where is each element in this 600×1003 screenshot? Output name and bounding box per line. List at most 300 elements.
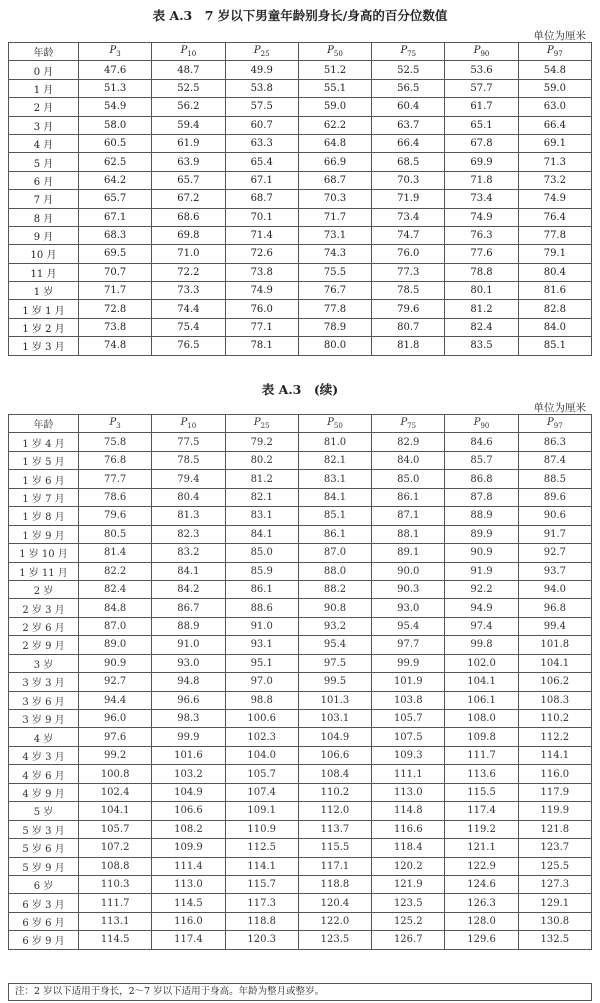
value-cell: 73.1: [298, 226, 371, 244]
value-cell: 59.0: [298, 98, 371, 116]
value-cell: 84.0: [372, 451, 445, 469]
value-cell: 112.0: [298, 802, 371, 820]
value-cell: 67.1: [225, 171, 298, 189]
value-cell: 96.8: [518, 599, 591, 617]
percentile-subscript: 10: [187, 422, 197, 431]
table-row: [9, 746, 592, 764]
value-cell: 54.8: [518, 61, 591, 79]
value-cell: 103.1: [298, 710, 371, 728]
value-cell: 84.6: [445, 433, 518, 451]
value-cell: 81.2: [225, 470, 298, 488]
percentile-subscript: 90: [480, 422, 490, 431]
table-row: [9, 116, 592, 134]
value-cell: 91.7: [518, 525, 591, 543]
value-cell: 80.0: [298, 337, 371, 355]
value-cell: 112.2: [518, 728, 591, 746]
value-cell: 85.0: [225, 544, 298, 562]
value-cell: 71.8: [445, 171, 518, 189]
age-cell: 10 月: [9, 245, 79, 263]
value-cell: 89.1: [372, 544, 445, 562]
age-cell: 4 岁 3 月: [9, 746, 79, 764]
value-cell: 110.2: [518, 710, 591, 728]
value-cell: 118.8: [225, 912, 298, 930]
value-cell: 63.9: [152, 153, 225, 171]
value-cell: 76.8: [79, 451, 152, 469]
value-cell: 62.2: [298, 116, 371, 134]
value-cell: 88.1: [372, 525, 445, 543]
value-cell: 79.2: [225, 433, 298, 451]
column-header-percentile: [372, 43, 445, 61]
value-cell: 64.2: [79, 171, 152, 189]
age-cell: 4 月: [9, 134, 79, 152]
value-cell: 127.3: [518, 875, 591, 893]
value-cell: 97.0: [225, 673, 298, 691]
age-cell: 6 岁 6 月: [9, 912, 79, 930]
age-cell: 2 岁 3 月: [9, 599, 79, 617]
value-cell: 76.0: [225, 300, 298, 318]
value-cell: 84.1: [298, 488, 371, 506]
table-row: [9, 433, 592, 451]
table-row: [9, 470, 592, 488]
value-cell: 73.8: [225, 263, 298, 281]
value-cell: 65.1: [445, 116, 518, 134]
table1-unit: 单位为厘米: [533, 30, 586, 42]
value-cell: 69.8: [152, 226, 225, 244]
value-cell: 102.0: [445, 654, 518, 672]
value-cell: 90.9: [445, 544, 518, 562]
value-cell: 49.9: [225, 61, 298, 79]
value-cell: 54.9: [79, 98, 152, 116]
value-cell: 47.6: [79, 61, 152, 79]
value-cell: 73.8: [79, 318, 152, 336]
column-header-age: 年龄: [9, 415, 79, 433]
table1-title: 表 A.3 7 岁以下男童年龄别身长/身高的百分位数值: [152, 8, 448, 23]
value-cell: 71.3: [518, 153, 591, 171]
value-cell: 112.5: [225, 839, 298, 857]
value-cell: 52.5: [372, 61, 445, 79]
column-header-percentile: [298, 415, 371, 433]
column-header-percentile: [152, 415, 225, 433]
value-cell: 81.4: [79, 544, 152, 562]
value-cell: 102.4: [79, 783, 152, 801]
value-cell: 117.3: [225, 894, 298, 912]
value-cell: 73.4: [445, 190, 518, 208]
value-cell: 78.6: [79, 488, 152, 506]
value-cell: 80.2: [225, 451, 298, 469]
value-cell: 99.5: [298, 673, 371, 691]
percentile-symbol: P: [547, 417, 554, 429]
value-cell: 74.3: [298, 245, 371, 263]
value-cell: 113.0: [372, 783, 445, 801]
value-cell: 120.2: [372, 857, 445, 875]
age-cell: 7 月: [9, 190, 79, 208]
value-cell: 75.8: [79, 433, 152, 451]
age-cell: 5 岁 3 月: [9, 820, 79, 838]
value-cell: 104.1: [518, 654, 591, 672]
value-cell: 95.4: [372, 617, 445, 635]
value-cell: 95.1: [225, 654, 298, 672]
age-cell: 3 岁 3 月: [9, 673, 79, 691]
value-cell: 118.8: [298, 875, 371, 893]
percentile-symbol: P: [547, 45, 554, 57]
age-cell: 5 岁: [9, 802, 79, 820]
value-cell: 104.9: [152, 783, 225, 801]
table-row: [9, 857, 592, 875]
age-cell: 4 岁 9 月: [9, 783, 79, 801]
value-cell: 77.1: [225, 318, 298, 336]
value-cell: 119.9: [518, 802, 591, 820]
value-cell: 86.7: [152, 599, 225, 617]
value-cell: 129.6: [445, 931, 518, 949]
value-cell: 98.8: [225, 691, 298, 709]
value-cell: 78.9: [298, 318, 371, 336]
value-cell: 123.7: [518, 839, 591, 857]
value-cell: 80.4: [518, 263, 591, 281]
value-cell: 83.1: [298, 470, 371, 488]
value-cell: 106.6: [152, 802, 225, 820]
table-row: [9, 654, 592, 672]
value-cell: 87.0: [79, 617, 152, 635]
value-cell: 71.7: [79, 282, 152, 300]
value-cell: 86.1: [298, 525, 371, 543]
value-cell: 106.6: [298, 746, 371, 764]
value-cell: 123.5: [298, 931, 371, 949]
age-cell: 8 月: [9, 208, 79, 226]
percentile-subscript: 25: [260, 50, 270, 59]
value-cell: 65.7: [152, 171, 225, 189]
value-cell: 87.0: [298, 544, 371, 562]
value-cell: 97.4: [445, 617, 518, 635]
percentile-subscript: 90: [480, 50, 490, 59]
value-cell: 74.9: [445, 208, 518, 226]
value-cell: 57.5: [225, 98, 298, 116]
age-cell: 9 月: [9, 226, 79, 244]
age-cell: 1 岁: [9, 282, 79, 300]
percentile-symbol: P: [473, 417, 481, 429]
value-cell: 63.7: [372, 116, 445, 134]
table-row: [9, 263, 592, 281]
value-cell: 78.5: [372, 282, 445, 300]
value-cell: 99.4: [518, 617, 591, 635]
value-cell: 69.5: [79, 245, 152, 263]
percentile-symbol: P: [400, 45, 408, 57]
value-cell: 87.4: [518, 451, 591, 469]
table-row: [9, 802, 592, 820]
value-cell: 73.3: [152, 282, 225, 300]
value-cell: 107.2: [79, 839, 152, 857]
value-cell: 78.8: [445, 263, 518, 281]
table-row: [9, 562, 592, 580]
value-cell: 108.0: [445, 710, 518, 728]
value-cell: 82.1: [298, 451, 371, 469]
value-cell: 94.4: [79, 691, 152, 709]
value-cell: 80.7: [372, 318, 445, 336]
value-cell: 93.2: [298, 617, 371, 635]
value-cell: 93.7: [518, 562, 591, 580]
value-cell: 93.1: [225, 636, 298, 654]
value-cell: 53.8: [225, 79, 298, 97]
value-cell: 90.8: [298, 599, 371, 617]
value-cell: 68.7: [225, 190, 298, 208]
value-cell: 77.7: [79, 470, 152, 488]
column-header-percentile: [79, 415, 152, 433]
value-cell: 108.8: [79, 857, 152, 875]
value-cell: 85.1: [298, 507, 371, 525]
value-cell: 88.9: [152, 617, 225, 635]
value-cell: 102.3: [225, 728, 298, 746]
value-cell: 114.8: [372, 802, 445, 820]
percentile-subscript: 97: [553, 422, 563, 431]
age-cell: 2 岁: [9, 580, 79, 598]
table-row: [9, 282, 592, 300]
value-cell: 82.3: [152, 525, 225, 543]
value-cell: 56.2: [152, 98, 225, 116]
value-cell: 66.4: [372, 134, 445, 152]
value-cell: 95.4: [298, 636, 371, 654]
value-cell: 52.5: [152, 79, 225, 97]
percentile-subscript: 75: [407, 50, 417, 59]
value-cell: 71.9: [372, 190, 445, 208]
table-row: [9, 171, 592, 189]
value-cell: 60.5: [79, 134, 152, 152]
age-cell: 1 岁 8 月: [9, 507, 79, 525]
age-cell: 5 岁 9 月: [9, 857, 79, 875]
value-cell: 61.7: [445, 98, 518, 116]
value-cell: 66.9: [298, 153, 371, 171]
value-cell: 59.0: [518, 79, 591, 97]
age-cell: 1 岁 9 月: [9, 525, 79, 543]
value-cell: 99.8: [445, 636, 518, 654]
value-cell: 89.0: [79, 636, 152, 654]
value-cell: 84.8: [79, 599, 152, 617]
column-header-percentile: [225, 43, 298, 61]
value-cell: 76.5: [152, 337, 225, 355]
value-cell: 66.4: [518, 116, 591, 134]
value-cell: 125.2: [372, 912, 445, 930]
age-cell: 0 月: [9, 61, 79, 79]
value-cell: 115.7: [225, 875, 298, 893]
table-row: [9, 617, 592, 635]
table-row: [9, 488, 592, 506]
column-header-percentile: [225, 415, 298, 433]
value-cell: 92.7: [79, 673, 152, 691]
value-cell: 101.9: [372, 673, 445, 691]
value-cell: 101.8: [518, 636, 591, 654]
value-cell: 72.2: [152, 263, 225, 281]
value-cell: 109.9: [152, 839, 225, 857]
value-cell: 81.8: [372, 337, 445, 355]
age-cell: 1 岁 10 月: [9, 544, 79, 562]
value-cell: 115.5: [298, 839, 371, 857]
value-cell: 89.6: [518, 488, 591, 506]
table-row: [9, 134, 592, 152]
column-header-percentile: [445, 415, 518, 433]
column-header-percentile: [298, 43, 371, 61]
table-row: [9, 318, 592, 336]
table-row: [9, 226, 592, 244]
table-row: [9, 765, 592, 783]
value-cell: 88.6: [225, 599, 298, 617]
age-cell: 3 月: [9, 116, 79, 134]
value-cell: 74.4: [152, 300, 225, 318]
value-cell: 68.5: [372, 153, 445, 171]
percentile-symbol: P: [473, 45, 481, 57]
value-cell: 57.7: [445, 79, 518, 97]
age-cell: 4 岁 6 月: [9, 765, 79, 783]
value-cell: 85.7: [445, 451, 518, 469]
value-cell: 77.6: [445, 245, 518, 263]
table-row: [9, 599, 592, 617]
value-cell: 80.1: [445, 282, 518, 300]
percentile-symbol: P: [109, 417, 117, 429]
value-cell: 100.6: [225, 710, 298, 728]
age-cell: 2 岁 9 月: [9, 636, 79, 654]
value-cell: 84.0: [518, 318, 591, 336]
value-cell: 77.5: [152, 433, 225, 451]
value-cell: 70.3: [372, 171, 445, 189]
value-cell: 124.6: [445, 875, 518, 893]
value-cell: 77.3: [372, 263, 445, 281]
value-cell: 72.8: [79, 300, 152, 318]
value-cell: 86.8: [445, 470, 518, 488]
table-row: [9, 190, 592, 208]
percentile-symbol: P: [180, 45, 188, 57]
value-cell: 81.6: [518, 282, 591, 300]
value-cell: 67.8: [445, 134, 518, 152]
value-cell: 113.7: [298, 820, 371, 838]
table-row: [9, 894, 592, 912]
value-cell: 87.8: [445, 488, 518, 506]
value-cell: 55.1: [298, 79, 371, 97]
value-cell: 65.4: [225, 153, 298, 171]
value-cell: 73.4: [372, 208, 445, 226]
value-cell: 80.4: [152, 488, 225, 506]
value-cell: 60.7: [225, 116, 298, 134]
table-row: [9, 580, 592, 598]
value-cell: 90.3: [372, 580, 445, 598]
value-cell: 117.4: [445, 802, 518, 820]
value-cell: 121.9: [372, 875, 445, 893]
column-header-percentile: [79, 43, 152, 61]
value-cell: 82.4: [79, 580, 152, 598]
table-row: [9, 691, 592, 709]
table-row: [9, 451, 592, 469]
value-cell: 71.7: [298, 208, 371, 226]
table-row: [9, 783, 592, 801]
age-cell: 3 岁 6 月: [9, 691, 79, 709]
table2-header-row: [9, 415, 592, 433]
column-header-percentile: [518, 43, 591, 61]
value-cell: 119.2: [445, 820, 518, 838]
value-cell: 74.8: [79, 337, 152, 355]
value-cell: 90.9: [79, 654, 152, 672]
value-cell: 82.2: [79, 562, 152, 580]
value-cell: 56.5: [372, 79, 445, 97]
value-cell: 58.0: [79, 116, 152, 134]
column-header-percentile: [372, 415, 445, 433]
percentile-subscript: 50: [333, 422, 343, 431]
value-cell: 90.0: [372, 562, 445, 580]
value-cell: 130.8: [518, 912, 591, 930]
value-cell: 106.2: [518, 673, 591, 691]
table-row: [9, 79, 592, 97]
value-cell: 78.5: [152, 451, 225, 469]
value-cell: 109.8: [445, 728, 518, 746]
value-cell: 82.1: [225, 488, 298, 506]
value-cell: 62.5: [79, 153, 152, 171]
value-cell: 73.2: [518, 171, 591, 189]
value-cell: 110.2: [298, 783, 371, 801]
table-row: [9, 875, 592, 893]
value-cell: 105.7: [225, 765, 298, 783]
value-cell: 114.5: [79, 931, 152, 949]
table-row: [9, 912, 592, 930]
column-header-age: 年龄: [9, 43, 79, 61]
table-row: [9, 820, 592, 838]
value-cell: 74.9: [225, 282, 298, 300]
value-cell: 100.8: [79, 765, 152, 783]
value-cell: 76.7: [298, 282, 371, 300]
value-cell: 76.3: [445, 226, 518, 244]
value-cell: 126.7: [372, 931, 445, 949]
value-cell: 81.0: [298, 433, 371, 451]
table-row: [9, 208, 592, 226]
value-cell: 89.9: [445, 525, 518, 543]
table2-title: 表 A.3 (续): [261, 382, 339, 397]
value-cell: 90.6: [518, 507, 591, 525]
age-cell: 6 岁: [9, 875, 79, 893]
table2: [8, 414, 592, 950]
value-cell: 85.0: [372, 470, 445, 488]
age-cell: 1 月: [9, 79, 79, 97]
age-cell: 6 岁 9 月: [9, 931, 79, 949]
value-cell: 98.3: [152, 710, 225, 728]
value-cell: 63.0: [518, 98, 591, 116]
footnote: 注：2 岁以下适用于身长，2～7 岁以下适用于身高。年龄为整月或整岁。: [8, 983, 592, 1001]
age-cell: 4 岁: [9, 728, 79, 746]
value-cell: 114.1: [225, 857, 298, 875]
table2-unit: 单位为厘米: [533, 402, 586, 414]
value-cell: 132.5: [518, 931, 591, 949]
value-cell: 88.5: [518, 470, 591, 488]
value-cell: 83.1: [225, 507, 298, 525]
value-cell: 116.0: [152, 912, 225, 930]
value-cell: 111.1: [372, 765, 445, 783]
percentile-symbol: P: [180, 417, 188, 429]
value-cell: 91.9: [445, 562, 518, 580]
value-cell: 79.6: [79, 507, 152, 525]
table1-header-row: [9, 43, 592, 61]
value-cell: 116.0: [518, 765, 591, 783]
table-row: [9, 245, 592, 263]
value-cell: 61.9: [152, 134, 225, 152]
age-cell: 3 岁 9 月: [9, 710, 79, 728]
value-cell: 84.1: [225, 525, 298, 543]
value-cell: 86.1: [225, 580, 298, 598]
value-cell: 81.2: [445, 300, 518, 318]
age-cell: 1 岁 2 月: [9, 318, 79, 336]
value-cell: 104.1: [445, 673, 518, 691]
value-cell: 68.3: [79, 226, 152, 244]
table-row: [9, 673, 592, 691]
value-cell: 117.9: [518, 783, 591, 801]
value-cell: 74.7: [372, 226, 445, 244]
value-cell: 94.8: [152, 673, 225, 691]
value-cell: 115.5: [445, 783, 518, 801]
value-cell: 116.6: [372, 820, 445, 838]
percentile-subscript: 3: [116, 422, 121, 431]
value-cell: 93.0: [152, 654, 225, 672]
